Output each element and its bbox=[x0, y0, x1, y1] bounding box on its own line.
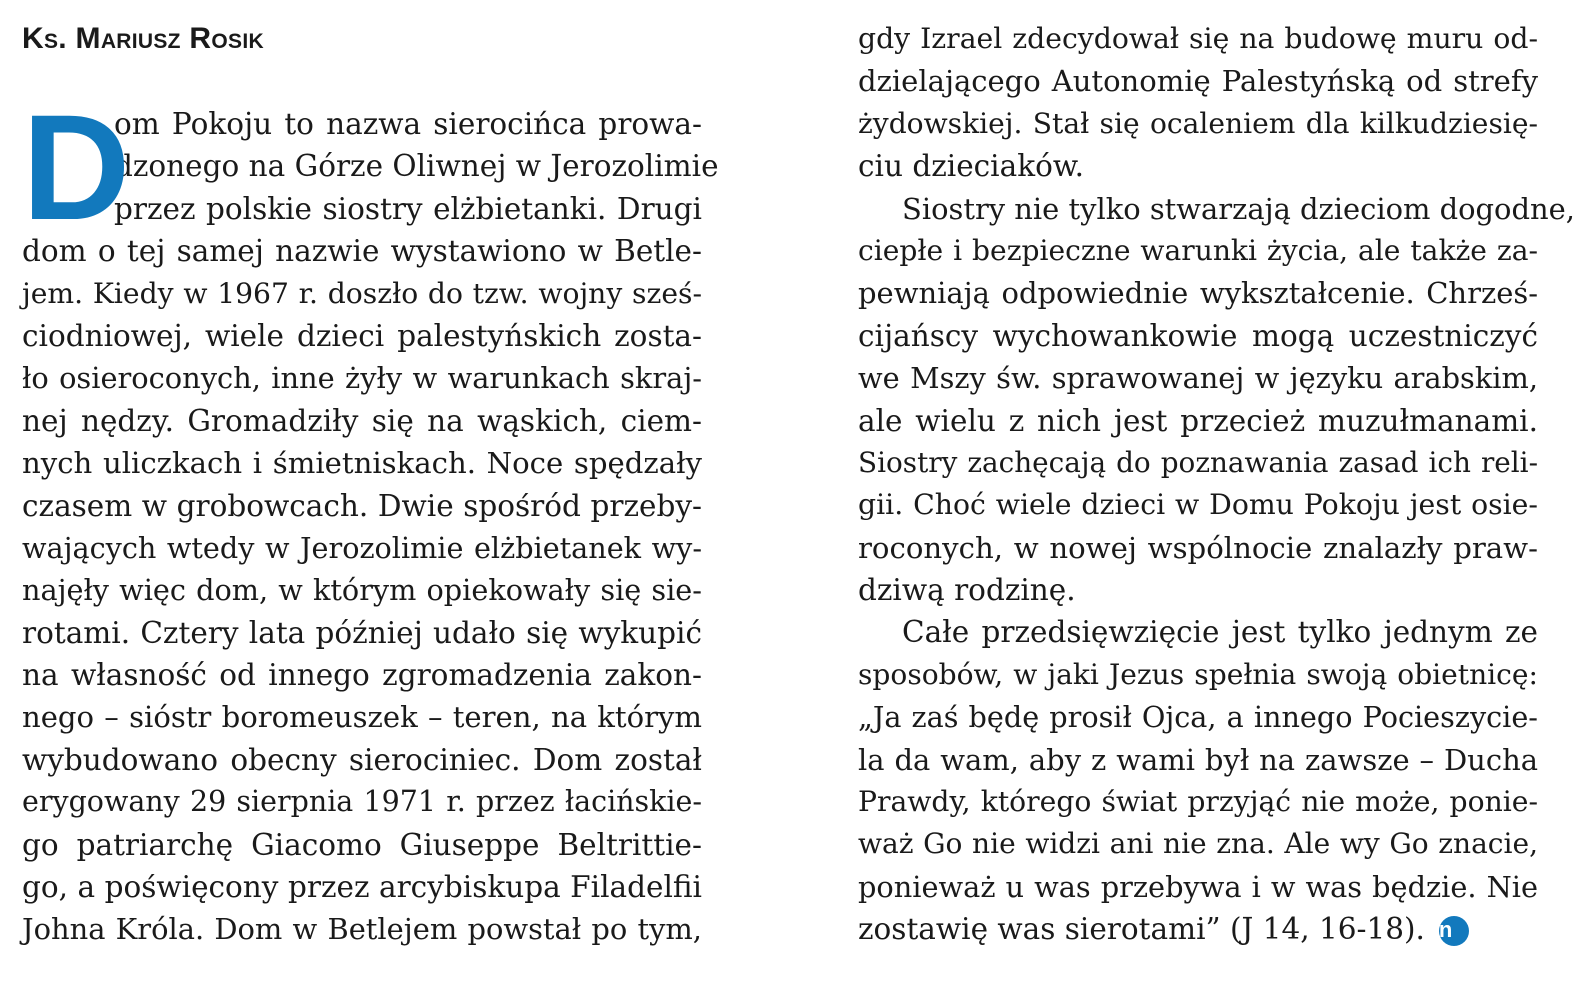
text-line: żydowskiej. Stał się ocaleniem dla kilkudziesię- bbox=[858, 106, 1538, 140]
text-line: na własność od innego zgromadzenia zakon- bbox=[22, 658, 702, 693]
text-line: nego – sióstr boromeuszek – teren, na którym bbox=[22, 700, 702, 735]
text-line: jem. Kiedy w 1967 r. doszło do tzw. wojny sześ- bbox=[22, 276, 702, 310]
text-line: gii. Choć wiele dzieci w Domu Pokoju jest osie- bbox=[858, 488, 1538, 522]
text-line: „Ja zaś będę prosił Ojca, a innego Pocieszycie- bbox=[858, 700, 1538, 735]
text-line: erygowany 29 sierpnia 1971 r. przez łacińskie- bbox=[22, 785, 702, 819]
final-text-line bbox=[858, 908, 1538, 950]
text-line: waż Go nie widzi ani nie zna. Ale wy Go znacie, bbox=[858, 827, 1538, 861]
text-line: ponieważ u was przebywa i w was będzie. Nie bbox=[858, 869, 1538, 904]
text-line: roconych, w nowej wspólnocie znalazły praw- bbox=[858, 530, 1538, 565]
text-line: go patriarchę Giacomo Giuseppe Beltrittie- bbox=[22, 827, 702, 862]
text-line: dziwą rodzinę. bbox=[858, 573, 1076, 608]
left-column bbox=[22, 0, 719, 947]
text-line: rotami. Cztery lata później udało się wykupić bbox=[22, 615, 702, 650]
left-column-text bbox=[22, 83, 719, 951]
text-line: wybudowano obecny sierociniec. Dom został bbox=[22, 742, 702, 777]
text-line: wających wtedy w Jerozolimie elżbietanek wy- bbox=[22, 530, 702, 565]
right-column bbox=[858, 18, 1575, 951]
text-line: nej nędzy. Gromadziły się na wąskich, ciem- bbox=[22, 403, 702, 438]
text-line: cijańscy wychowankowie mogą uczestniczyć bbox=[858, 318, 1538, 353]
text-line: gdy Izrael zdecydował się na budowę muru od- bbox=[858, 22, 1538, 55]
text-line: Siostry nie tylko stwarzają dzieciom dogodne, bbox=[902, 191, 1575, 226]
text-line: pewniają odpowiednie wykształcenie. Chrześ- bbox=[858, 276, 1538, 311]
text-line: dzielającego Autonomię Palestyńską od strefy bbox=[858, 64, 1538, 99]
text-line: ciepłe i bezpieczne warunki życia, ale także za- bbox=[858, 233, 1538, 267]
text-line: dzonego na Górze Oliwnej w Jerozolimie bbox=[114, 149, 719, 184]
text-line: zostawię was sierotami” (J 14, 16-18). bbox=[858, 912, 1425, 947]
text-line: dom o tej samej nazwie wystawiono w Betle- bbox=[22, 234, 702, 269]
text-line: sposobów, w jaki Jezus spełnia swoją obietnicę: bbox=[858, 657, 1538, 691]
text-line: ło osieroconych, inne żyły w warunkach skraj- bbox=[22, 361, 702, 396]
text-line: Johna Króla. Dom w Betlejem powstał po tym, bbox=[22, 912, 702, 947]
text-line: go, a poświęcony przez arcybiskupa Filadelfii bbox=[22, 870, 702, 905]
text-line: Prawdy, którego świat przyjąć nie może, ponie- bbox=[858, 785, 1538, 819]
drop-cap: D bbox=[22, 83, 131, 251]
end-of-article-icon: n bbox=[1439, 916, 1469, 946]
text-line: ale wielu z nich jest przecież muzułmanami. bbox=[858, 403, 1538, 438]
text-line: om Pokoju to nazwa sierocińca prowa- bbox=[114, 107, 702, 141]
text-line: nych uliczkach i śmietniskach. Noce spędzały bbox=[22, 446, 702, 481]
text-line: czasem w grobowcach. Dwie spośród przeby- bbox=[22, 488, 702, 523]
text-line: la da wam, aby z wami był na zawsze – Ducha bbox=[858, 742, 1538, 777]
text-line: Całe przedsięwzięcie jest tylko jednym ze bbox=[902, 615, 1538, 650]
text-line: ciu dzieciaków. bbox=[858, 149, 1084, 184]
text-line: we Mszy św. sprawowanej w języku arabskim, bbox=[858, 361, 1538, 396]
text-line: ciodniowej, wiele dzieci palestyńskich zosta- bbox=[22, 318, 702, 353]
author-byline: Ks. Mariusz Rosik bbox=[22, 22, 264, 55]
text-line: przez polskie siostry elżbietanki. Drugi bbox=[114, 191, 702, 226]
text-line: Siostry zachęcają do poznawania zasad ich reli- bbox=[858, 445, 1538, 479]
text-line: najęły więc dom, w którym opiekowały się sie- bbox=[22, 573, 702, 608]
